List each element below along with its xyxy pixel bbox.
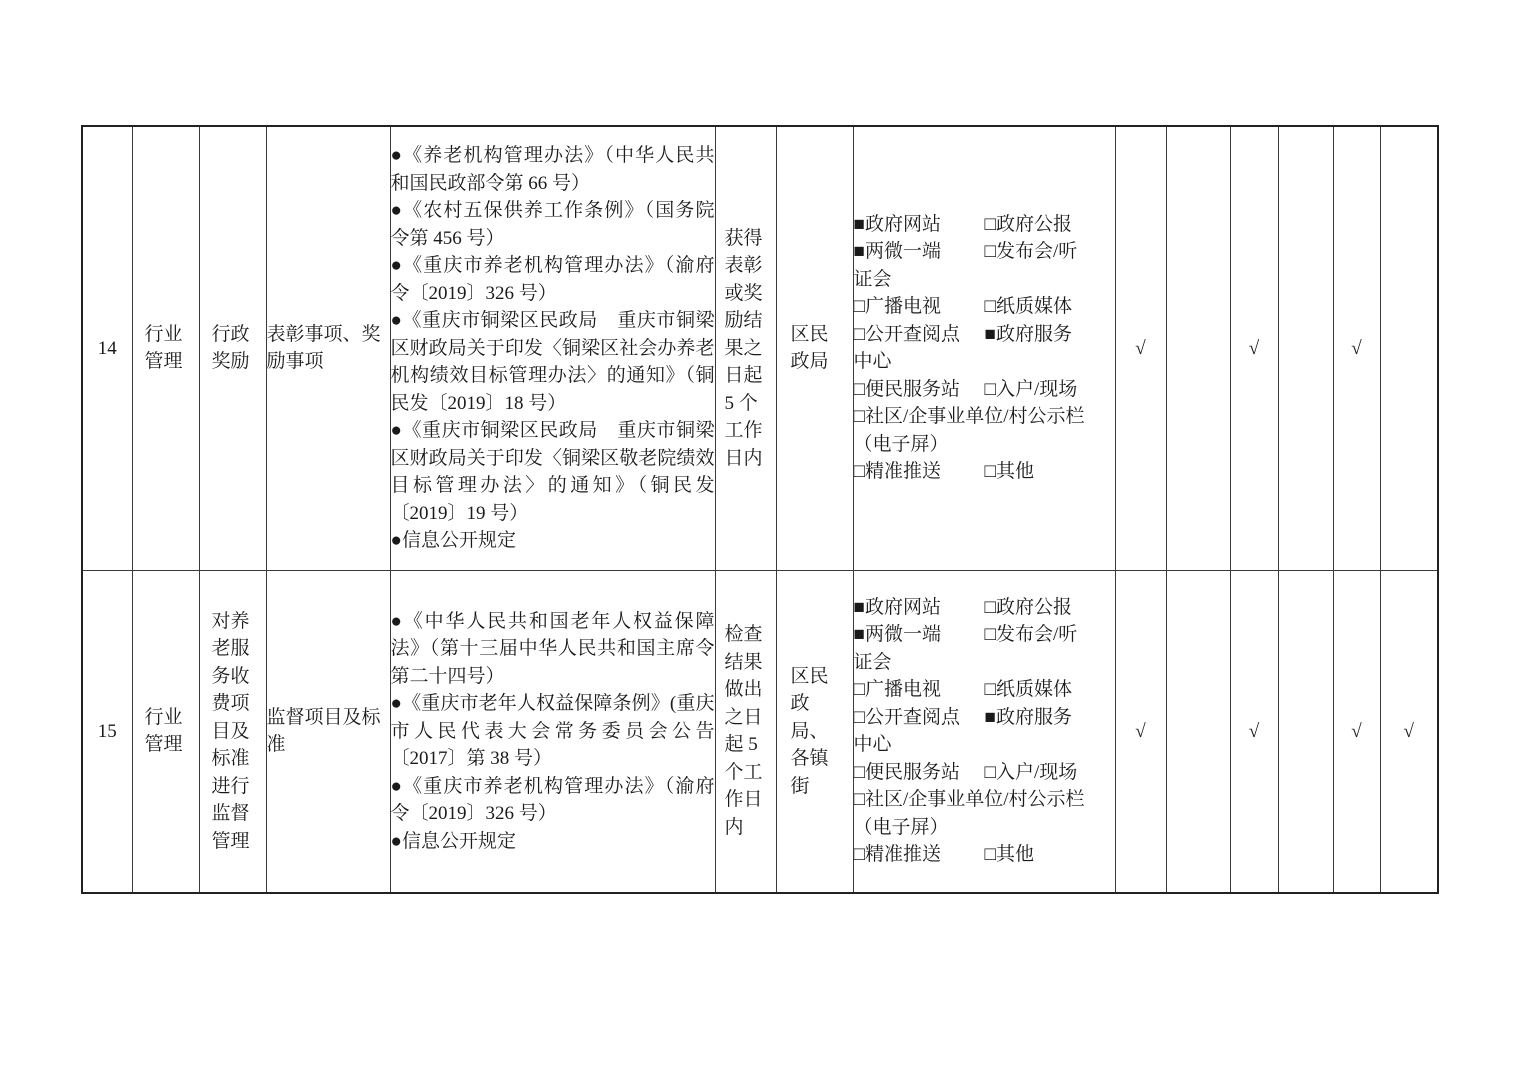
- channel-line: [854, 403, 1115, 431]
- channel-line: [854, 321, 1115, 349]
- channel-line: [854, 348, 1115, 376]
- power-item-cell: [199, 570, 266, 893]
- channel-line: [854, 211, 1115, 239]
- channel-line: [854, 759, 1115, 787]
- channel-option: □公开查阅点: [853, 323, 960, 345]
- legal-item: ●《中华人民共和国老年人权益保障法》（第十三届中华人民共和国主席令第二十四号）: [390, 610, 715, 687]
- time-limit-cell: [715, 126, 776, 570]
- channel-option: □纸质媒体: [984, 296, 1072, 318]
- check-cell-6: [1380, 126, 1438, 570]
- channel-option: ■政府服务: [984, 706, 1072, 728]
- check-cell-2: [1166, 126, 1230, 570]
- channel-option: ■两微一端: [853, 241, 941, 263]
- channel-option: □发布会/听: [984, 624, 1078, 646]
- legal-item: ●信息公开规定: [390, 530, 516, 551]
- channel-option: ■政府网站: [853, 213, 941, 235]
- channel-option: 中心: [853, 734, 892, 756]
- channel-option: □政府公报: [984, 596, 1072, 618]
- legal-item: ●《农村五保供养工作条例》（国务院令第 456 号）: [390, 200, 715, 249]
- seq-cell: 14: [82, 126, 132, 570]
- channel-option: （电子屏）: [853, 433, 949, 455]
- channel-option: □其他: [984, 461, 1034, 483]
- legal-item: ●《养老机构管理办法》（中华人民共和国民政部令第 66 号）: [390, 145, 715, 194]
- table-row: [82, 126, 1438, 570]
- check-cell-4: [1278, 126, 1333, 570]
- channel-list: [854, 211, 1115, 486]
- legal-item: ●《重庆市养老机构管理办法》（渝府令〔2019〕326 号）: [390, 775, 715, 824]
- channel-option: □广播电视: [853, 679, 941, 701]
- channel-option: （电子屏）: [853, 816, 949, 838]
- time-limit-cell: [715, 570, 776, 893]
- legal-item: ●《重庆市老年人权益保障条例》(重庆市人民代表大会常务委员会公告〔2017〕第 38 号）: [390, 693, 715, 769]
- channel-option: 中心: [853, 351, 892, 373]
- channel-option: □其他: [984, 844, 1034, 866]
- category-text: 行业管理: [144, 323, 183, 373]
- channel-line: [854, 376, 1115, 404]
- legal-basis-cell: [390, 570, 715, 893]
- channels-cell: [853, 126, 1115, 570]
- channel-line: [854, 431, 1115, 459]
- category-cell: [132, 570, 199, 893]
- table-row: [82, 570, 1438, 893]
- channel-line: [854, 293, 1115, 321]
- channel-line: [854, 731, 1115, 759]
- legal-basis-list: [391, 608, 715, 856]
- check-cell-2: [1166, 570, 1230, 893]
- check-cell-4: [1278, 570, 1333, 893]
- check-cell-1: √: [1115, 570, 1166, 893]
- channel-line: [854, 458, 1115, 486]
- channels-cell: [853, 570, 1115, 893]
- check-cell-3: √: [1230, 570, 1278, 893]
- channel-option: □便民服务站: [853, 761, 960, 783]
- time-limit-text: 检查结果做出之日起 5 个工作日内: [724, 624, 763, 838]
- check-cell-3: √: [1230, 126, 1278, 570]
- legal-item: ●《重庆市养老机构管理办法》（渝府令〔2019〕326 号）: [390, 255, 715, 304]
- channel-line: [854, 649, 1115, 677]
- power-item-text: 对养老服务收费项目及标准进行监督管理: [211, 610, 250, 852]
- check-cell-6: √: [1380, 570, 1438, 893]
- channel-line: [854, 786, 1115, 814]
- legal-item: ●《重庆市铜梁区民政局 重庆市铜梁区财政局关于印发〈铜梁区社会办养老机构绩效目标管理办法〉的通知》（铜民发〔2019〕18 号）: [390, 310, 715, 414]
- channel-option: □政府公报: [984, 213, 1072, 235]
- channel-option: □便民服务站: [853, 378, 960, 400]
- subject-text: 区民政局: [790, 323, 829, 373]
- disclosure-item-cell: 表彰事项、奖励事项: [266, 126, 390, 570]
- category-cell: [132, 126, 199, 570]
- seq-cell: 15: [82, 570, 132, 893]
- channel-line: [854, 621, 1115, 649]
- channel-option: □社区/企事业单位/村公示栏: [853, 406, 1085, 428]
- legal-basis-cell: [390, 126, 715, 570]
- power-item-text: 行政奖励: [211, 323, 250, 373]
- channel-list: [854, 594, 1115, 869]
- category-text: 行业管理: [144, 706, 183, 756]
- channel-line: [854, 676, 1115, 704]
- channel-line: [854, 594, 1115, 622]
- channel-option: □入户/现场: [984, 761, 1078, 783]
- channel-option: □纸质媒体: [984, 679, 1072, 701]
- subject-text: 区民政局、各镇街: [790, 665, 829, 797]
- check-cell-1: √: [1115, 126, 1166, 570]
- channel-option: 证会: [853, 268, 892, 290]
- channel-line: [854, 704, 1115, 732]
- legal-basis-list: [391, 142, 715, 555]
- channel-line: [854, 238, 1115, 266]
- power-item-cell: [199, 126, 266, 570]
- subject-cell: [776, 126, 853, 570]
- channel-option: ■两微一端: [853, 624, 941, 646]
- channel-option: ■政府服务: [984, 323, 1072, 345]
- disclosure-item-cell: 监督项目及标准: [266, 570, 390, 893]
- legal-item: ●《重庆市铜梁区民政局 重庆市铜梁区财政局关于印发〈铜梁区敬老院绩效目标管理办法〉的通知》（铜民发〔2019〕19 号）: [390, 420, 715, 524]
- channel-line: [854, 814, 1115, 842]
- channel-line: [854, 841, 1115, 869]
- channel-option: □广播电视: [853, 296, 941, 318]
- channel-option: ■政府网站: [853, 596, 941, 618]
- channel-option: □精准推送: [853, 844, 941, 866]
- time-limit-text: 获得表彰或奖励结果之日起 5 个工作日内: [724, 227, 763, 469]
- check-cell-5: √: [1333, 570, 1380, 893]
- channel-option: □社区/企事业单位/村公示栏: [853, 789, 1085, 811]
- subject-cell: [776, 570, 853, 893]
- check-cell-5: √: [1333, 126, 1380, 570]
- channel-option: □入户/现场: [984, 378, 1078, 400]
- legal-item: ●信息公开规定: [390, 830, 516, 852]
- channel-option: □精准推送: [853, 461, 941, 483]
- channel-option: 证会: [853, 651, 892, 673]
- channel-option: □发布会/听: [984, 241, 1078, 263]
- channel-option: □公开查阅点: [853, 706, 960, 728]
- channel-line: [854, 266, 1115, 294]
- disclosure-table: [81, 125, 1439, 894]
